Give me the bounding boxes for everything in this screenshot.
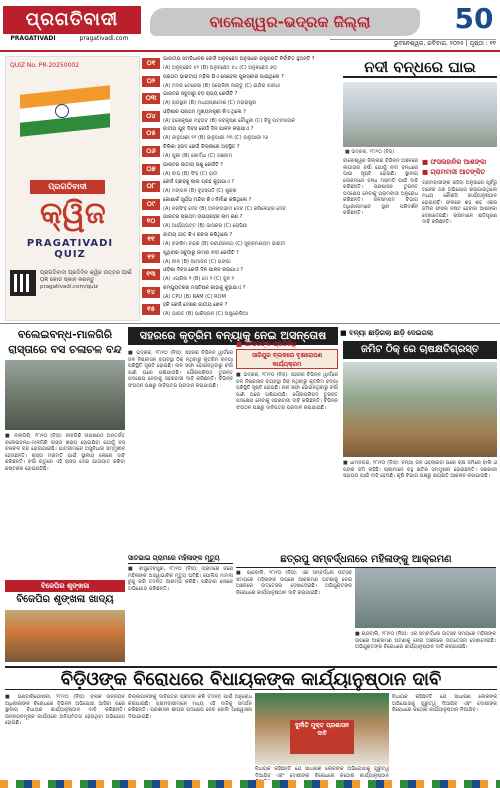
question-text: ପୃଥିବୀର ସବୁଠାରୁ ଲମ୍ବା ନଦୀ କେଉଁଟି ? xyxy=(163,249,239,256)
question-number: ୧୫ xyxy=(142,304,160,315)
inset-headline: ସାରିପୁର ବ୍ଲକରେ ବୃକ୍ଷରୋପଣ କାର୍ଯ୍ୟକ୍ରମ xyxy=(236,349,338,369)
question-options: (A) ହରେକୃଷ୍ଣ ମହତାବ (B) ନବକୃଷ୍ଣ ଚୌଧୁରୀ (C) ବିଜୁ ପଟ୍ଟନାୟକ xyxy=(163,117,295,124)
quiz-question xyxy=(140,285,340,303)
question-options: (A) ମଙ୍ଗଳ (B) ବୃହସ୍ପତି (C) ଶୁକ୍ର xyxy=(163,188,237,195)
section-divider xyxy=(0,323,500,324)
quiz-question xyxy=(140,162,340,180)
quiz-instructions: ପ୍ରଗତିବାଦୀ ପ୍ରତିଦିନ କ୍ୱିଜ ଉତ୍ତର ପାଇଁ QR କୋଡ ସ୍କାନ କରନ୍ତୁ pragativadi.com/quiz xyxy=(40,270,132,290)
question-text: ଭାରତର ଜାତୀୟ ପଶୁ କେଉଁଟି ? xyxy=(163,161,223,168)
event-photo xyxy=(5,610,125,662)
question-number: ୧୩ xyxy=(142,269,160,280)
question-options: (A) ଆର୍ଯ୍ୟଭଟ୍ଟ (B) ଭାସ୍କର (C) ରୋହିଣୀ xyxy=(163,223,247,230)
quiz-question xyxy=(140,197,340,215)
quiz-question xyxy=(140,91,340,109)
quiz-question xyxy=(140,56,340,74)
question-number: ୧୦ xyxy=(142,216,160,227)
question-options: (A) CPU (B) RAM (C) ROM xyxy=(163,293,226,300)
quiz-question xyxy=(140,232,340,250)
story-headline[interactable]: ସାତଭାଇ ଗ୍ରାମରେ ମହିଳାଙ୍କ ମୃତ୍ୟୁ xyxy=(128,552,233,564)
photo-ribbon: ଦୁର୍ନୀତି ମୁକ୍ତ ପ୍ରଶାସନ ଦାବି xyxy=(290,720,354,754)
story-body: ବିଧାୟକ କହିଛନ୍ତି ଯେ ସାଧାରଣ ଲୋକଙ୍କ ଅଭିଯୋଗକୁ ଗୁରୁତ୍ୱ ଦିଆଯିବ ଏବଂ ଦୋଷୀଙ୍କ ବିରୋଧରେ କଠୋର କାର୍ଯ୍ୟାନୁଷ୍ଠାନ xyxy=(255,766,389,779)
question-text: ଭାରତର ସବୁଠାରୁ ବଡ଼ ରାଜ୍ୟ କେଉଁଟି ? xyxy=(163,91,238,98)
story-body: ■ ଧାମନଗର, ୨୮ା୧୦ (ନିସ): ବନ୍ୟା ଜଳ ଓହ୍ଲାଇବା ପରେ ଚାଷ ଜମିରେ ବାଲି ଓ ପଙ୍କ ଜମି ରହିଛି। ଚାଷୀମାନେ ବହୁ କ୍ଷତିର ସମ୍ମୁଖୀନ ହୋଇଛନ୍ତି। ସରକାରୀ ସହାୟତା ପାଇଁ ଦାବି ହେଉଛି। କୃଷି ବିଭାଗ ପକ୍ଷରୁ କ୍ଷୟକ୍ଷତି ଆକଳନ କରାଯାଉଛି। xyxy=(343,460,497,479)
story-body: ଜିଲ୍ଲାପାଳଙ୍କୁ ଦାବିପତ୍ର ପ୍ରଦାନ କରି ତଦନ୍ତ ପାଇଁ ଅନୁରୋଧ କରାଯାଇଛି। ଗ୍ରାମବାସୀମାନେ ମଧ୍ୟ ଏହି ଦାବିକୁ ସମର୍ଥନ କରିଛନ୍ତି। ପ୍ରଶାସନ ଶୀଘ୍ର ପଦକ୍ଷେପ ନେବ ବୋଲି ଆଶ୍ୱାସନା ଦିଆଯାଇଛି। xyxy=(128,694,252,720)
question-number: ୦୯ xyxy=(142,199,160,210)
question-options: (A) ଭାରତ (B) ପାକିସ୍ତାନ (C) ଅଷ୍ଟ୍ରେଲିଆ xyxy=(163,311,248,318)
quiz-title: କ୍ୱିଜ xyxy=(40,196,106,231)
story-headline[interactable]: ବଲେଇବନ୍ଧ-ମାଳଗିରି ରାସ୍ତାରେ ବସ ଚଳାଚଳ ବନ୍ଦ xyxy=(8,328,122,356)
quiz-question xyxy=(140,74,340,92)
story-subhead: ■ ସାଂସଦଙ୍କ ପ୍ରତିନିଧି xyxy=(236,340,297,348)
story-headline[interactable]: ନଦୀ ବନ୍ଧରେ ଘାଇ xyxy=(343,56,497,78)
question-number: ୦୧ xyxy=(142,58,160,69)
question-options: (A) ମଦର ଟେରେସା (B) ସରୋଜିନୀ ନାଇଡୁ (C) ଇନ୍ଦିରା ଗାନ୍ଧୀ xyxy=(163,82,280,89)
question-text: ଜାତୀୟ ଗୀତ କିଏ ରଚନା କରିଥିଲେ ? xyxy=(163,232,233,238)
flood-photo xyxy=(343,362,497,457)
quiz-questions xyxy=(140,56,340,321)
question-options: (A) ବଙ୍କିମ ଚନ୍ଦ୍ର (B) ରବୀନ୍ଦ୍ରନାଥ (C) ସୁବ୍ରମଣ୍ୟମ ଭାରତୀ xyxy=(163,241,286,247)
chakra-icon xyxy=(55,104,69,118)
question-options: (A) ନରସିଂହ ଦେବ (B) ଅନଙ୍ଗଭୀମ ଦେବ (C) କପିଳେନ୍ଦ୍ର ଦେବ xyxy=(163,205,286,212)
quiz-question xyxy=(140,144,340,162)
story-body: ■ ଚାନ୍ଦବାଲି, ୨୮ା୧୦ (ନିସ): ଏକ ସମ୍ବର୍ଦ୍ଧନା ଉତ୍ସବ ସମୟରେ ମହିଳାଙ୍କ ଉପରେ ଆକ୍ରମଣ ଘଟଣାକୁ ନେଇ ଅଞ୍ଚଳରେ ଉତ୍ତେଜନା ଦେଖାଦେଇଛି। ଅଭିଯୁକ୍ତଙ୍କ ବିରୋଧରେ କାର୍ଯ୍ୟାନୁଷ୍ଠାନ ଦାବି କରାଯାଇଛି। xyxy=(355,631,496,650)
question-number: ୦୮ xyxy=(142,181,160,192)
question-options: (A) ପୁରୀ (B) ଖୋର୍ଦ୍ଧା (C) ଗଞ୍ଜାମ xyxy=(163,153,233,159)
lead-headline[interactable]: ବିଡ଼ିଓଙ୍କ ବିରୋଧରେ ବିଧାୟକଙ୍କ କାର୍ଯ୍ୟାନୁଷ୍ଠାନ ଦାବି xyxy=(5,666,497,690)
story-headline[interactable]: ବିଜେପିର ଶୃଙ୍ଖଳା ଖାଦ୍ୟ xyxy=(16,594,114,605)
story-dateline: ■ ଭଦ୍ରକ, ୨୮ା୧୦ (ନିସ) xyxy=(345,149,395,155)
quiz-question xyxy=(140,109,340,127)
question-number: ୦୭ xyxy=(142,164,160,175)
story-tag: ■ ବନ୍ୟା ଛାଡ଼ିଗଲା ଛାଡ଼ି ଦେଇଗଲା xyxy=(340,329,434,337)
question-number: ୦୩ xyxy=(142,93,160,104)
question-number: ୦୪ xyxy=(142,111,160,122)
story-body: ଗ୍ରାମବାସୀଙ୍କ କହିବା ଅନୁସାରେ ପୂର୍ବରୁ ଅନେକ ଥର ଅଭିଯୋଗ କରାଯାଇଥିଲେ ମଧ୍ୟ କୌଣସି କାର୍ଯ୍ୟାନୁଷ୍ଠାନ ହୋଇନାହିଁ। ଫଳରେ ଶହ ଶହ ଏକର ଜମିର ଫସଲ ନଷ୍ଟ ହେବାର ଆଶଙ୍କା ଦେଖାଦେଇଛି। ଚାଷୀମାନେ କ୍ଷତିପୂରଣ ଦାବି କରିଛନ୍ତି। xyxy=(422,180,497,225)
question-number: ୦୫ xyxy=(142,128,160,139)
road-photo xyxy=(5,360,125,430)
story-tag: ବିଜେପିର ଶୃଙ୍ଖଳା xyxy=(5,580,125,592)
story-body: ■ ବାସୁଦେବପୁର, ୨୮ା୧୦ (ନିସ): ଗ୍ରାମରେ ଜଣେ ମହିଳାଙ୍କ ଅସ୍ୱାଭାବିକ ମୃତ୍ୟୁ ଘଟିଛି। ପୋଲିସ ମାମଲା ରୁଜୁ କରି ତଦନ୍ତ ଆରମ୍ଭ କରିଛି। ପରିବାର ଲୋକେ ଅଭିଯୋଗ କରିଛନ୍ତି। xyxy=(128,566,233,592)
question-text: ଓଡ଼ିଶାର ପ୍ରଥମ ମୁଖ୍ୟମନ୍ତ୍ରୀ କିଏ ଥିଲେ ? xyxy=(163,108,246,115)
question-number: ୧୪ xyxy=(142,287,160,298)
question-number: ୧୨ xyxy=(142,252,160,263)
website-url[interactable]: pragativadi.com xyxy=(79,35,129,42)
story-headline[interactable]: ଜମିଟ ଠିକ୍ ରେ ଚାଷକ୍ଷତିଗ୍ରସ୍ତ xyxy=(343,341,497,359)
quiz-question xyxy=(140,126,340,144)
story-body: ■ ନୀଳଗିରି, ୨୮ା୧୦ (ନିସ): ନୀଳଗିରି ଉପଖଣ୍ଡ ଅନ୍ତର୍ଗତ ବଲେଇବନ୍ଧ-ମାଳଗିରି ରାସ୍ତା ଖରାପ ହୋଇଯିବା ଯୋଗୁଁ ବସ ଚଳାଚଳ ବନ୍ଦ ହୋଇଯାଇଛି। ଯାତ୍ରୀମାନେ ଅସୁବିଧାର ସମ୍ମୁଖୀନ ହେଉଛନ୍ତି। ରାସ୍ତା ମରାମତି ପାଇଁ ସ୍ଥାନୀୟ ଲୋକେ ଦାବି କରିଛନ୍ତି। ବର୍ଷା ଋତୁରେ ଏହି ରାସ୍ତା ଦେଇ ଯାତାୟାତ କରିବା କଷ୍ଟକର ହୋଇପଡ଼ିଛି। xyxy=(5,433,125,472)
edition-title: ବାଲେଶ୍ୱର-ଭଦ୍ରକ ଜିଲ୍ଲା xyxy=(209,13,371,31)
story-headline[interactable]: ସହରରେ କୃତ୍ରିମ ବନ୍ୟାକୁ ନେଇ ଅସନ୍ତୋଷ xyxy=(128,327,338,345)
question-number: ୦୬ xyxy=(142,146,160,157)
story-body: ବାଲେଶ୍ୱର ଜିଲ୍ଲାର ବିଭିନ୍ନ ଅଞ୍ଚଳରେ ଲଗାତାର ବର୍ଷା ଯୋଗୁଁ ନଦୀ ବନ୍ଧରେ ଘାଇ ସୃଷ୍ଟି ହୋଇଛି। ସ୍ଥାନୀୟ ଲୋକମାନେ ବନ୍ଧ ମରାମତି ପାଇଁ ଦାବି କରିଛନ୍ତି। ପ୍ରଶାସନ ତୁରନ୍ତ ପଦକ୍ଷେପ ନେବାକୁ ଗ୍ରାମବାସୀ ଅନୁରୋଧ କରିଛନ୍ତି। ଜଳସମ୍ପଦ ବିଭାଗ ଅଧିକାରୀମାନେ ସ୍ଥାନ ପରିଦର୍ଶନ କରିଛନ୍ତି। xyxy=(343,158,418,216)
story-body: ■ ଭଣ୍ଡାରିପୋଖରୀ, ୨୮ା୧୦ (ନିସ): ବ୍ଲକ ଉନ୍ନୟନ ଅଧିକାରୀଙ୍କ ବିରୋଧରେ ବିଭିନ୍ନ ଅଭିଯୋଗ ଆସିବା ପରେ ସ୍ଥାନୀୟ ବିଧାୟକ କାର୍ଯ୍ୟାନୁଷ୍ଠାନ ଦାବି କରିଛନ୍ତି। ଉନ୍ନୟନମୂଳକ କାର୍ଯ୍ୟରେ ଅନିୟମିତତା ହେଉଥିବା ଅଭିଯୋଗ ହୋଇଛି। xyxy=(5,694,125,726)
quiz-number: QUIZ No. PR-20250002 xyxy=(10,62,80,69)
quiz-banner: ପ୍ରଗତିବାଦୀ xyxy=(30,180,105,194)
question-options: (A) ଅନୁଚ୍ଛେଦ ୫୨ (B) ଅନୁଚ୍ଛେଦ ୫୪ (C) ଅନୁଚ୍ଛେଦ ୬୦ xyxy=(163,65,277,71)
question-text: ହକି କେଉଁ ଦେଶର ଜାତୀୟ ଖେଳ ? xyxy=(163,302,228,309)
newspaper-logo[interactable]: ପ୍ରଗତିବାଦୀ xyxy=(3,6,141,34)
quiz-question xyxy=(140,179,340,197)
question-options: (A) ବାଘ (B) ସିଂହ (C) ହାତୀ xyxy=(163,170,218,177)
question-text: ଜାତୀୟ ଯୁବ ଦିବସ କେଉଁ ଦିନ ପାଳନ କରାଯାଏ ? xyxy=(163,126,254,133)
question-text: ଚିଲିକା ହ୍ରଦ କେଉଁ ଜିଲ୍ଲାରେ ଅବସ୍ଥିତ ? xyxy=(163,144,240,150)
story-photo xyxy=(355,568,496,628)
story-subhead: ■ ଗ୍ରାମବାସୀ ଆତଙ୍କିତ xyxy=(422,168,486,176)
quiz-question xyxy=(140,302,340,320)
question-options: (A) ଏପ୍ରିଲ ୧ (B) ମେ ୧ (C) ଜୁନ ୧ xyxy=(163,276,235,283)
story-body: ବିଧାୟକ କହିଛନ୍ତି ଯେ ସାଧାରଣ ଲୋକଙ୍କ ଅଭିଯୋଗକୁ ଗୁରୁତ୍ୱ ଦିଆଯିବ ଏବଂ ଦୋଷୀଙ୍କ ବିରୋଧରେ କଠୋର କାର୍ଯ୍ୟାନୁଷ୍ଠାନ ନିଆଯିବ। xyxy=(392,694,497,713)
question-text: ଭାରତର ପ୍ରଥମ ଉପଗ୍ରହର ନାମ କଣ ? xyxy=(163,214,243,221)
question-options: (A) ଜାନୁଆରୀ ୧୨ (B) ଜାନୁଆରୀ ୨୩ (C) ଜାନୁଆରୀ ୨୬ xyxy=(163,135,269,142)
question-text: ଓଡ଼ିଶା ଦିବସ କେଉଁ ଦିନ ପାଳନ କରାଯାଏ ? xyxy=(163,267,243,274)
question-options: (A) ନୀଳ (B) ଆମାଜନ (C) ଗଙ୍ଗା xyxy=(163,258,231,265)
question-text: ପ୍ରଥମ ଭାରତୀୟ ମହିଳା ଯିଏ ନୋବେଲ ପୁରସ୍କାର ପାଇଥିଲେ ? xyxy=(163,73,284,80)
question-text: କେଉଁ ଗ୍ରହକୁ ଲାଲ ଗ୍ରହ କୁହାଯାଏ ? xyxy=(163,179,234,186)
river-photo xyxy=(343,82,497,147)
quiz-question xyxy=(140,267,340,285)
story-subhead: ■ ଫସଲହାନିର ଆଶଙ୍କା xyxy=(422,158,487,166)
question-text: କୋଣାର୍କ ସୂର୍ଯ୍ୟ ମନ୍ଦିର କିଏ ନିର୍ମାଣ କରିଥିଲେ ? xyxy=(163,196,252,203)
question-text: ଭାରତୀୟ ସମ୍ବିଧାନର କେଉଁ ଅନୁଚ୍ଛେଦ ଅନୁସାରେ ରାଷ୍ଟ୍ରପତି ନିର୍ବାଚିତ ହୁଅନ୍ତି ? xyxy=(163,56,315,62)
story-body: ■ ଭଦ୍ରକ, ୨୮ା୧୦ (ନିସ): ସହରର ବିଭିନ୍ନ ୱାର୍ଡରେ ଜଳ ନିଷ୍କାସନ ବ୍ୟବସ୍ଥା ଠିକ୍ ନଥିବାରୁ କୃତ୍ରିମ ବନ୍ୟା ପରିସ୍ଥିତି ସୃଷ୍ଟି ହୋଇଛି। ନାଳ ସଫା ହୋଇନଥିବାରୁ ବର୍ଷା ପାଣି ଘରେ ପଶିଯାଉଛି। ପୌରପରିଷଦ ତୁରନ୍ତ ପଦକ୍ଷେପ ନେବାକୁ ସହରବାସୀ ଦାବି କରିଛନ୍ତି। ବିଭିନ୍ନ ସଂଗଠନ ପକ୍ଷରୁ ଦାବିପତ୍ର ପ୍ରଦାନ କରାଯାଇଛି। xyxy=(236,372,338,411)
question-number: ୦୨ xyxy=(142,76,160,87)
story-headline[interactable]: ଛତ୍ରପୁ ସମ୍ବର୍ଦ୍ଧନାରେ ମହିଳାଙ୍କୁ ଆକ୍ରମଣ xyxy=(236,552,496,568)
quiz-title-english: PRAGATIVADI QUIZ xyxy=(26,238,114,260)
story-body: ■ ଭଦ୍ରକ, ୨୮ା୧୦ (ନିସ): ସହରର ବିଭିନ୍ନ ୱାର୍ଡରେ ଜଳ ନିଷ୍କାସନ ବ୍ୟବସ୍ଥା ଠିକ୍ ନଥିବାରୁ କୃତ୍ରିମ ବନ୍ୟା ପରିସ୍ଥିତି ସୃଷ୍ଟି ହୋଇଛି। ନାଳ ସଫା ହୋଇନଥିବାରୁ ବର୍ଷା ପାଣି ଘରେ ପଶିଯାଉଛି। ପୌରପରିଷଦ ତୁରନ୍ତ ପଦକ୍ଷେପ ନେବାକୁ ସହରବାସୀ ଦାବି କରିଛନ୍ତି। ବିଭିନ୍ନ ସଂଗଠନ ପକ୍ଷରୁ ଦାବିପତ୍ର ପ୍ରଦାନ କରାଯାଇଛି। xyxy=(128,350,233,389)
question-text: କମ୍ପ୍ୟୁଟରର ମସ୍ତିଷ୍କ କାହାକୁ କୁହାଯାଏ ? xyxy=(163,284,246,291)
qr-code-pattern xyxy=(14,274,32,292)
quiz-question xyxy=(140,250,340,268)
question-number: ୧୧ xyxy=(142,234,160,245)
story-body: ■ ଚାନ୍ଦବାଲି, ୨୮ା୧୦ (ନିସ): ଏକ ସମ୍ବର୍ଦ୍ଧନା ଉତ୍ସବ ସମୟରେ ମହିଳାଙ୍କ ଉପରେ ଆକ୍ରମଣ ଘଟଣାକୁ ନେଇ ଅଞ୍ଚଳରେ ଉତ୍ତେଜନା ଦେଖାଦେଇଛି। ଅଭିଯୁକ୍ତଙ୍କ ବିରୋଧରେ କାର୍ଯ୍ୟାନୁଷ୍ଠାନ ଦାବି କରାଯାଇଛି। xyxy=(236,570,352,596)
question-options: (A) ରାଜସ୍ଥାନ (B) ମଧ୍ୟପ୍ରଦେଶ (C) ମହାରାଷ୍ଟ୍ର xyxy=(163,100,256,107)
dateline: ଭୁବନେଶ୍ୱର, ରବିବାର, ୨୦୨୫ | ପୃଷ୍ଠା : ୧୧ xyxy=(330,39,496,48)
header-divider xyxy=(0,50,500,52)
anniversary-logo: 50 xyxy=(454,2,494,35)
logo-subtitle: PRAGATIVADI xyxy=(10,35,56,42)
quiz-question xyxy=(140,214,340,232)
color-registration-bar xyxy=(0,780,500,788)
